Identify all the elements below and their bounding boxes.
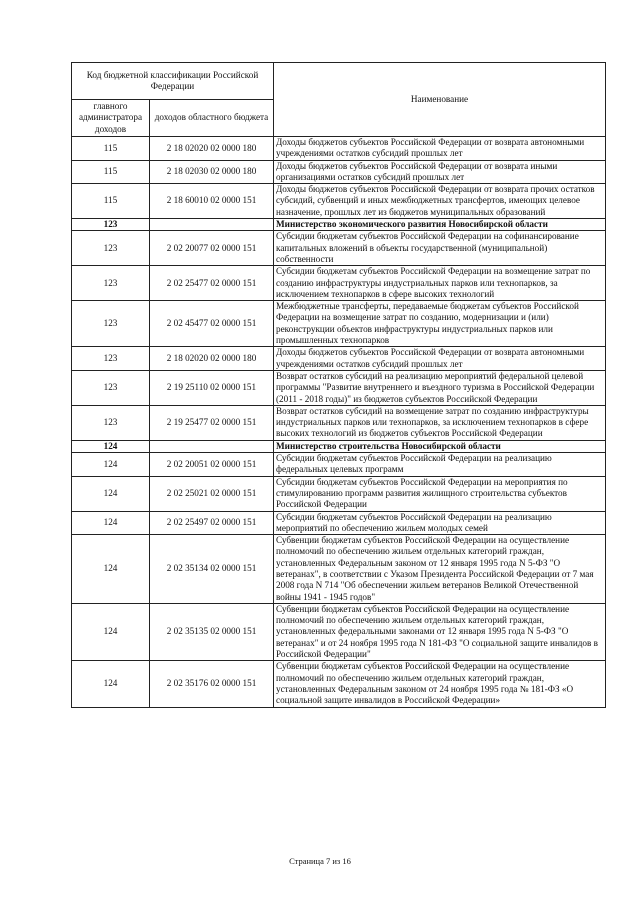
table-row [72,301,606,347]
table-row [72,184,606,219]
table-row [72,511,606,535]
table-row [72,476,606,511]
name-cell: Субсидии бюджетам субъектов Российской Федерации на возмещение затрат по созданию инфраструктуры индустриальных парков или технопарков, за исключением технопарков в сфере высоких технологий [274,266,606,301]
income-code-cell [150,440,274,452]
admin-code-cell: 124 [72,440,150,452]
name-cell: Доходы бюджетов субъектов Российской Федерации от возврата автономными учреждениями остатков субсидий прошлых лет [274,137,606,161]
page-number: Страница 7 из 16 [289,856,351,866]
header-name: Наименование [274,63,606,137]
name-cell: Доходы бюджетов субъектов Российской Федерации от возврата прочих остатков субсидий, субвенций и иных межбюджетных трансфертов, имеющих целевое назначение, прошлых лет из бюджетов муниципальных образований [274,184,606,219]
name-cell: Доходы бюджетов субъектов Российской Федерации от возврата автономными учреждениями остатков субсидий прошлых лет [274,347,606,371]
income-code-cell: 2 18 02030 02 0000 180 [150,160,274,184]
income-code-cell: 2 02 25497 02 0000 151 [150,511,274,535]
admin-code-cell: 123 [72,347,150,371]
income-code-cell: 2 19 25110 02 0000 151 [150,370,274,405]
admin-code-cell: 123 [72,301,150,347]
admin-code-cell: 115 [72,137,150,161]
income-code-cell: 2 02 35176 02 0000 151 [150,661,274,707]
name-cell: Субвенции бюджетам субъектов Российской Федерации на осуществление полномочий по обеспечению жильем отдельных категорий граждан, установленных Федеральным законом от 12 января 1995 года N 5-ФЗ "О ветеранах", в соответствии с Указом Президента Российской Федерации от 7 мая 2008 года N 714 "Об обеспечении жильем ветеранов Великой Отечественной войны 1941 - 1945 годов" [274,535,606,604]
table-row [72,405,606,440]
income-code-cell: 2 02 20077 02 0000 151 [150,231,274,266]
table-row [72,266,606,301]
admin-code-cell: 124 [72,511,150,535]
name-cell: Субсидии бюджетам субъектов Российской Федерации на софинансирование капитальных вложений в объекты государственной (муниципальной) собственности [274,231,606,266]
table-row [72,453,606,477]
income-code-cell: 2 18 02020 02 0000 180 [150,347,274,371]
income-code-cell [150,219,274,231]
income-code-cell: 2 02 35134 02 0000 151 [150,535,274,604]
income-code-cell: 2 02 20051 02 0000 151 [150,453,274,477]
admin-code-cell: 124 [72,535,150,604]
header-admin-code: главного администратора доходов [72,100,150,137]
table-row [72,661,606,707]
income-code-cell: 2 19 25477 02 0000 151 [150,405,274,440]
admin-code-cell: 123 [72,219,150,231]
header-income-code: доходов областного бюджета [150,100,274,137]
income-code-cell: 2 02 35135 02 0000 151 [150,603,274,660]
table-row [72,231,606,266]
name-cell: Министерство экономического развития Новосибирской области [274,219,606,231]
header-classification-code: Код бюджетной классификации Российской Федерации [72,63,274,100]
budget-classification-table [71,62,606,708]
admin-code-cell: 124 [72,661,150,707]
table-row [72,137,606,161]
name-cell: Субвенции бюджетам субъектов Российской Федерации на осуществление полномочий по обеспечению жильем отдельных категорий граждан, установленных Федеральным законом от 24 ноября 1995 года № 181-ФЗ «О социальной защите инвалидов в Российской Федерации» [274,661,606,707]
table-row [72,535,606,604]
section-header-row [72,440,606,452]
name-cell: Субвенции бюджетам субъектов Российской Федерации на осуществление полномочий по обеспечению жильем отдельных категорий граждан, установленных федеральными законами от 12 января 1995 года N 5-ФЗ "О ветеранах" и от 24 ноября 1995 года N 181-ФЗ "О социальной защите инвалидов в Российской Федерации" [274,603,606,660]
name-cell: Межбюджетные трансферты, передаваемые бюджетам субъектов Российской Федерации на возмещение затрат по созданию, модернизации и (или) реконструкции объектов инфраструктуры индустриальных парков или промышленных технопарков [274,301,606,347]
admin-code-cell: 124 [72,476,150,511]
admin-code-cell: 115 [72,160,150,184]
admin-code-cell: 123 [72,370,150,405]
income-code-cell: 2 18 02020 02 0000 180 [150,137,274,161]
income-code-cell: 2 02 25021 02 0000 151 [150,476,274,511]
table-row [72,603,606,660]
section-header-row [72,219,606,231]
admin-code-cell: 124 [72,603,150,660]
name-cell: Субсидии бюджетам субъектов Российской Федерации на реализацию федеральных целевых программ [274,453,606,477]
name-cell: Субсидии бюджетам субъектов Российской Федерации на мероприятия по стимулированию программ развития жилищного строительства субъектов Российской Федерации [274,476,606,511]
income-code-cell: 2 18 60010 02 0000 151 [150,184,274,219]
admin-code-cell: 123 [72,231,150,266]
name-cell: Возврат остатков субсидий на возмещение затрат по созданию инфраструктуры индустриальных парков или технопарков, за исключением технопарков в сфере высоких технологий из бюджетов субъектов Российской Федерации [274,405,606,440]
name-cell: Субсидии бюджетам субъектов Российской Федерации на реализацию мероприятий по обеспечению жильем молодых семей [274,511,606,535]
admin-code-cell: 124 [72,453,150,477]
table-row [72,160,606,184]
name-cell: Министерство строительства Новосибирской области [274,440,606,452]
admin-code-cell: 123 [72,266,150,301]
name-cell: Доходы бюджетов субъектов Российской Федерации от возврата иными организациями остатков субсидий прошлых лет [274,160,606,184]
table-body [72,137,606,708]
income-code-cell: 2 02 25477 02 0000 151 [150,266,274,301]
admin-code-cell: 123 [72,405,150,440]
admin-code-cell: 115 [72,184,150,219]
table-row [72,347,606,371]
income-code-cell: 2 02 45477 02 0000 151 [150,301,274,347]
name-cell: Возврат остатков субсидий на реализацию мероприятий федеральной целевой программы "Развитие внутреннего и въездного туризма в Российской Федерации (2011 - 2018 годы)" из бюджетов субъектов Российской Федерации [274,370,606,405]
table-row [72,370,606,405]
